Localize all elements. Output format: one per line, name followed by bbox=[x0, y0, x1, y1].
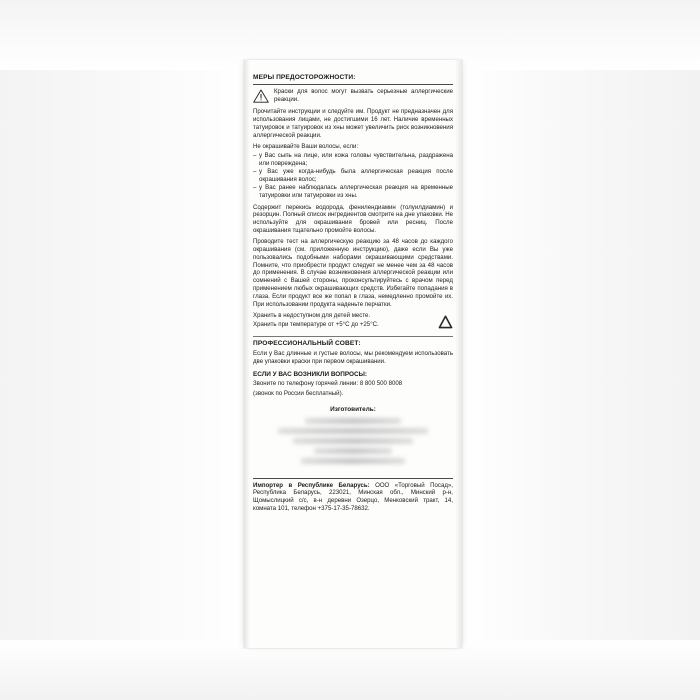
product-box-back-panel bbox=[244, 60, 462, 648]
questions-block bbox=[253, 371, 453, 398]
hotline-text: Звоните по телефону горячей линии: 8 800 500 8008 bbox=[253, 380, 403, 388]
storage-lines bbox=[253, 312, 432, 331]
precautions-paragraph-2: Не окрашивайте Ваши волосы, если: bbox=[253, 142, 359, 150]
package-text-panel bbox=[253, 74, 453, 513]
questions-heading: ЕСЛИ У ВАС ВОЗНИКЛИ ВОПРОСЫ: bbox=[253, 370, 368, 378]
importer-address: ООО «Торговый Посад», Республика Беларусь, 223021, Минская обл., Минский р-н, Щомыслицкий с/с, в-н деревни Озерцо, Менковский тракт, 14, комната 101, телефон +375-17-35-78632. bbox=[253, 481, 453, 513]
photo-background-bottom bbox=[0, 640, 700, 700]
professional-advice-block bbox=[253, 336, 453, 366]
blurred-line bbox=[301, 458, 405, 464]
photo-background-left bbox=[0, 0, 250, 700]
manufacturer-blurred-text bbox=[269, 418, 437, 464]
blurred-line bbox=[278, 428, 428, 434]
blurred-line bbox=[314, 448, 392, 454]
allergy-warning-text: Краски для волос могут вызвать серьезные аллергические реакции. bbox=[274, 88, 453, 104]
recycle-arrows-icon bbox=[438, 315, 453, 330]
precautions-heading: МЕРЫ ПРЕДОСТОРОЖНОСТИ: bbox=[253, 74, 356, 81]
storage-row bbox=[253, 312, 453, 331]
divider-above-importer bbox=[253, 478, 453, 479]
blurred-line bbox=[293, 438, 413, 444]
allergy-warning-row bbox=[253, 88, 453, 104]
precautions-paragraph-1: Прочитайте инструкции и следуйте им. Продукт не предназначен для использования лицами, не достигшими 16 лет. Наличие временных татуировок и татуировок из хны может увеличить риск возникновения аллергической реакции. bbox=[253, 108, 453, 139]
ingredients-paragraph: Содержит перекись водорода, фенилендиамин (толуилдиамин) и резорцин. Полный список ингредиентов смотрите на дне упаковки. Не используйте для окрашивания бровей или ресниц. После окрашивания тщательно промойте волосы. bbox=[253, 203, 453, 234]
divider-under-precautions bbox=[253, 84, 453, 85]
importer-label: Импортер в Республике Беларусь: bbox=[253, 481, 370, 489]
hotline-note: (звонок по России бесплатный). bbox=[253, 389, 344, 397]
blurred-line bbox=[305, 418, 401, 424]
precautions-conditions-list bbox=[253, 152, 453, 200]
list-item: – у Вас сыпь на лице, или кожа головы чувствительна, раздражена или повреждена; bbox=[253, 152, 453, 168]
list-item: – у Вас уже когда-нибудь была аллергическая реакция после окрашивания волос; bbox=[253, 168, 453, 184]
photo-background-right bbox=[460, 0, 700, 700]
box-edge-left bbox=[244, 60, 250, 648]
allergy-test-paragraph: Проводите тест на аллергическую реакцию за 48 часов до каждого окрашивания (см. приложенную инструкцию), даже если Вы уже пользовались подобными наборами окрашивающими средствами. Помните, что приобрести продукт следует не менее чем за 48 часов до применения. В случае возникновения аллергической реакции или сомнений с Вашей стороны, проконсультируйтесь с врачом перед применением любых окрашивающих средств. Избегайте попадания в глаза. Если продукт все же попал в глаза, немедленно промойте их. При использовании продукта наденьте перчатки. bbox=[253, 238, 453, 308]
importer-block bbox=[253, 478, 453, 514]
divider-above-advice bbox=[253, 336, 453, 337]
warning-triangle-icon bbox=[253, 89, 269, 103]
advice-heading: ПРОФЕССИОНАЛЬНЫЙ СОВЕТ: bbox=[253, 339, 361, 347]
advice-text: Если у Вас длинные и густые волосы, мы рекомендуем использовать две упаковки краски при первом окрашивании. bbox=[253, 349, 453, 365]
manufacturer-block bbox=[253, 406, 453, 463]
box-edge-right bbox=[455, 60, 462, 648]
importer-text bbox=[253, 482, 453, 514]
manufacturer-heading: Изготовитель: bbox=[330, 406, 376, 414]
storage-line-2: Хранить при температуре от +5°С до +25°С. bbox=[253, 321, 379, 329]
list-item: – у Вас ранее наблюдалась аллергическая реакция на временные татуировки или татуировки из хны. bbox=[253, 184, 453, 200]
storage-line-1: Хранить в недоступном для детей месте. bbox=[253, 311, 371, 319]
